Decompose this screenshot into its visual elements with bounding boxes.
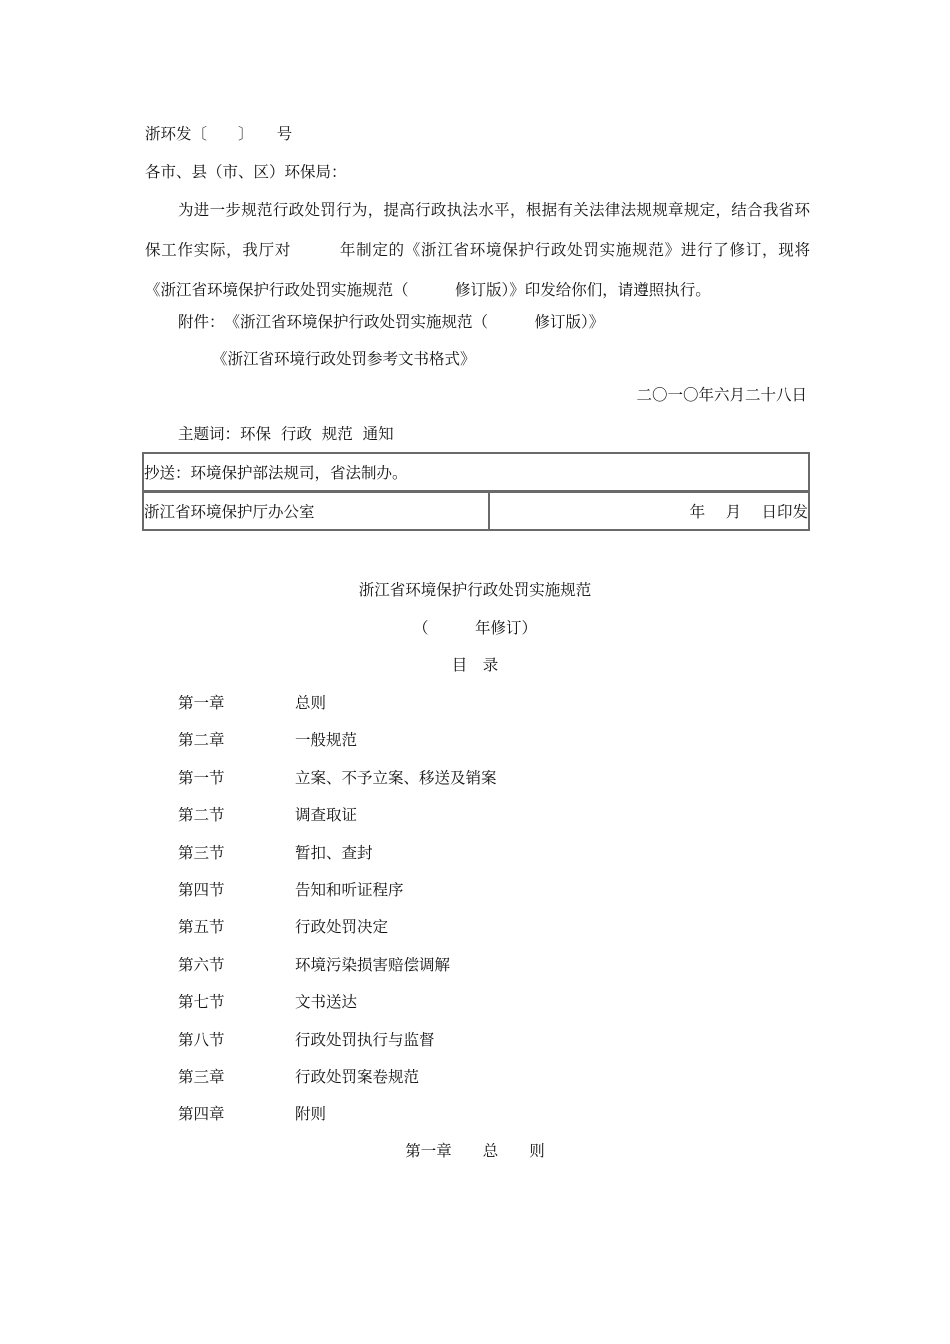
toc-item-text: 行政处罚案卷规范 <box>295 1067 420 1086</box>
table-of-contents <box>178 693 497 1142</box>
chapter-heading: 第一章 总 则 <box>405 1142 545 1160</box>
subject-keywords: 主题词：环保 行政 规范 通知 <box>178 425 394 443</box>
toc-item-number: 第五节 <box>178 918 225 937</box>
toc-item-text: 一般规范 <box>295 731 358 750</box>
cc-line: 抄送：环境保护部法规司，省法制办。 <box>143 453 809 492</box>
toc-item-number: 第四章 <box>178 1105 225 1124</box>
toc-item-text: 文书送达 <box>295 993 358 1012</box>
issuing-office: 浙江省环境保护厅办公室 <box>143 492 489 531</box>
toc-item-number: 第四节 <box>178 880 225 899</box>
toc-item <box>178 992 497 1029</box>
toc-item-text: 附则 <box>295 1105 327 1124</box>
toc-item-text: 告知和听证程序 <box>295 880 404 899</box>
toc-item <box>178 730 497 767</box>
toc-item <box>178 1030 497 1067</box>
attachment-2: 《浙江省环境行政处罚参考文书格式》 <box>212 350 476 368</box>
toc-item <box>178 1067 497 1104</box>
toc-item-number: 第二章 <box>178 731 225 750</box>
toc-item <box>178 805 497 842</box>
toc-item-number: 第八节 <box>178 1030 225 1049</box>
toc-title: 目 录 <box>451 656 499 674</box>
toc-item <box>178 693 497 730</box>
attachment-1: 附件： 《浙江省环境保护行政处罚实施规范（ 修订版）》 <box>178 313 605 331</box>
issuer-row <box>143 492 809 531</box>
document-title: 浙江省环境保护行政处罚实施规范 <box>358 581 592 599</box>
document-subtitle: （ 年修订） <box>412 619 537 637</box>
toc-item-text: 立案、不予立案、移送及销案 <box>295 768 497 787</box>
cc-row <box>143 453 809 492</box>
body-paragraph: 为进一步规范行政处罚行为，提高行政执法水平，根据有关法律法规规章规定，结合我省环保工作实际，我厅对 年制定的《浙江省环境保护行政处罚实施规范》进行了修订，现将《浙江省环境保护行政处罚实施规范（ 修订版）》印发给你们，请遵照执行。 <box>145 201 810 299</box>
document-number: 浙环发〔 〕 号 <box>145 125 293 143</box>
distribution-table <box>142 452 810 531</box>
toc-item <box>178 880 497 917</box>
toc-item-number: 第三节 <box>178 843 225 862</box>
toc-item <box>178 955 497 992</box>
toc-item-text: 总则 <box>295 694 327 712</box>
toc-item-number: 第一章 <box>178 694 225 712</box>
toc-item-text: 行政处罚决定 <box>295 918 389 937</box>
toc-item-number: 第七节 <box>178 993 225 1012</box>
toc-item-number: 第六节 <box>178 955 225 974</box>
toc-item-text: 环境污染损害赔偿调解 <box>295 955 451 974</box>
toc-item <box>178 768 497 805</box>
toc-item-text: 行政处罚执行与监督 <box>295 1030 435 1049</box>
toc-item-text: 调查取证 <box>295 806 358 825</box>
issue-date: 二〇一〇年六月二十八日 <box>636 386 807 404</box>
print-date: 年 月 日印发 <box>489 492 809 531</box>
toc-item-text: 暂扣、查封 <box>295 843 373 862</box>
toc-item-number: 第一节 <box>178 768 225 787</box>
addressee: 各市、县（市、区）环保局： <box>145 163 347 181</box>
toc-item-number: 第三章 <box>178 1067 225 1086</box>
toc-item <box>178 1104 497 1141</box>
toc-item <box>178 917 497 954</box>
toc-item-number: 第二节 <box>178 806 225 825</box>
toc-item <box>178 843 497 880</box>
